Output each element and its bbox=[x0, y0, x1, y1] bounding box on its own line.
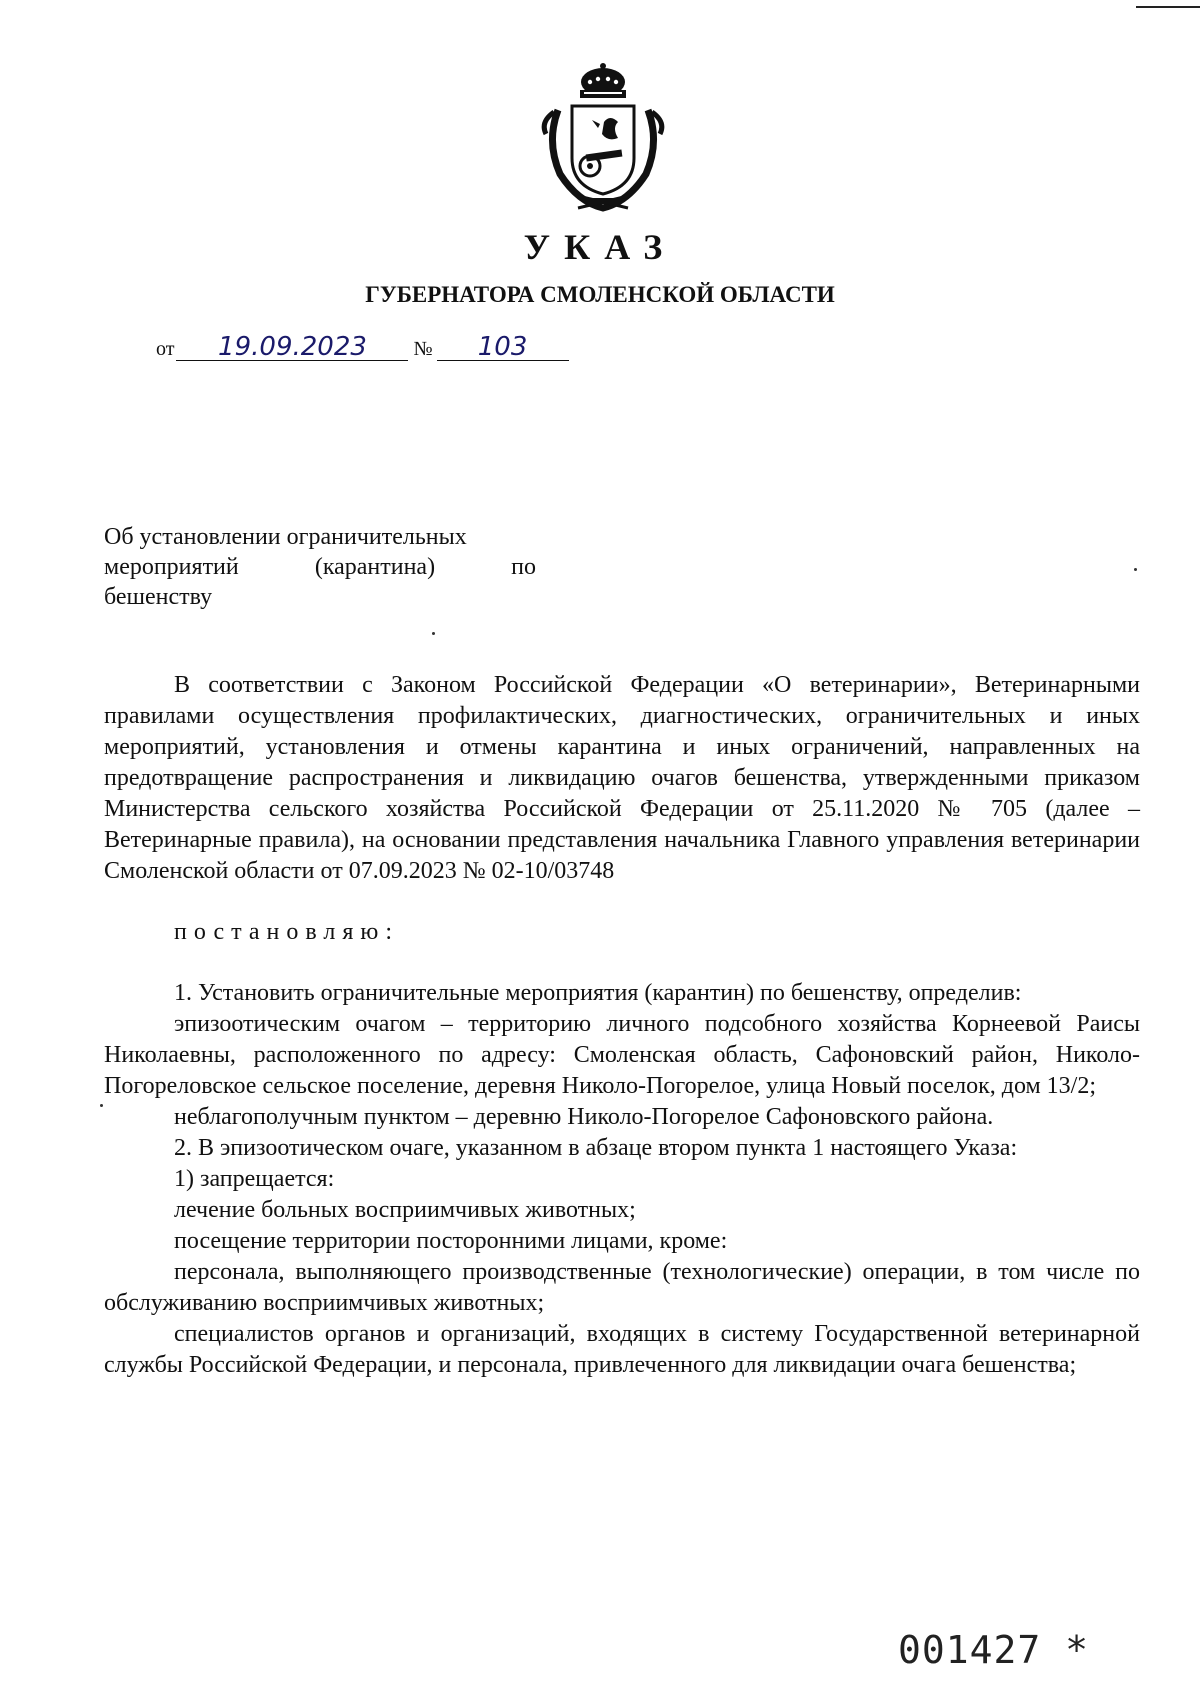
heading-line-2: мероприятий (карантина) по bbox=[104, 554, 536, 580]
item-2-1: 1) запрещается: bbox=[174, 1166, 335, 1192]
document-body bbox=[104, 670, 1140, 1381]
scan-speck bbox=[432, 632, 435, 635]
handwritten-number: 103 bbox=[437, 334, 569, 361]
item-1-point: неблагополучным пунктом – деревню Николо-Погорелое Сафоновского района. bbox=[174, 1104, 994, 1130]
item-2-1-b: посещение территории посторонними лицами, кроме: bbox=[174, 1228, 728, 1254]
item-2-1-c: персонала, выполняющего производственные (технологические) операции, в том числе по обслуживанию восприимчивых животных; bbox=[104, 1259, 1140, 1316]
serial-number: 001427 * bbox=[898, 1628, 1090, 1672]
document-heading bbox=[104, 522, 536, 612]
handwritten-date: 19.09.2023 bbox=[176, 334, 408, 361]
preamble-paragraph: В соответствии с Законом Российской Федерации «О ветеринарии», Ветеринарными правилами осуществления профилактических, диагностических, ограничительных и иных мероприятий, установления и отмены карантина и иных ограничений, направленных на предотвращение распространения и ликвидацию очагов бешенства, утвержденными приказом Министерства сельского хозяйства Российской Федерации от 25.11.2020 № 705 (далее – Ветеринарные правила), на основании представления начальника Главного управления ветеринарии Смоленской области от 07.09.2023 № 02-10/03748 bbox=[104, 672, 1140, 884]
item-2-1-a: лечение больных восприимчивых животных; bbox=[174, 1197, 636, 1223]
coat-of-arms-icon bbox=[538, 62, 668, 217]
item-1-focus: эпизоотическим очагом – территорию личного подсобного хозяйства Корнеевой Раисы Николаевны, расположенного по адресу: Смоленская область, Сафоновский район, Николо-Погореловское сельское поселение, деревня Николо-Погорелое, улица Новый поселок, дом 13/2; bbox=[104, 1011, 1140, 1099]
heading-line-3: бешенству bbox=[104, 584, 213, 610]
date-prefix: от bbox=[156, 338, 175, 360]
date-number-line bbox=[156, 334, 569, 361]
scan-speck bbox=[1134, 568, 1137, 571]
corner-scan-line bbox=[1136, 6, 1200, 8]
document-subtitle: ГУБЕРНАТОРА СМОЛЕНСКОЙ ОБЛАСТИ bbox=[365, 282, 835, 307]
scan-speck bbox=[100, 1104, 103, 1107]
number-prefix: № bbox=[413, 338, 433, 360]
item-2: 2. В эпизоотическом очаге, указанном в абзаце втором пункта 1 настоящего Указа: bbox=[174, 1135, 1018, 1161]
item-1: 1. Установить ограничительные мероприятия (карантин) по бешенству, определив: bbox=[174, 980, 1022, 1006]
decree-word: постановляю: bbox=[174, 919, 399, 945]
item-2-1-d: специалистов органов и организаций, входящих в систему Государственной ветеринарной службы Российской Федерации, и персонала, привлеченного для ликвидации очага бешенства; bbox=[104, 1321, 1140, 1378]
heading-line-1: Об установлении ограничительных bbox=[104, 524, 467, 550]
document-title: УКАЗ bbox=[523, 227, 677, 267]
